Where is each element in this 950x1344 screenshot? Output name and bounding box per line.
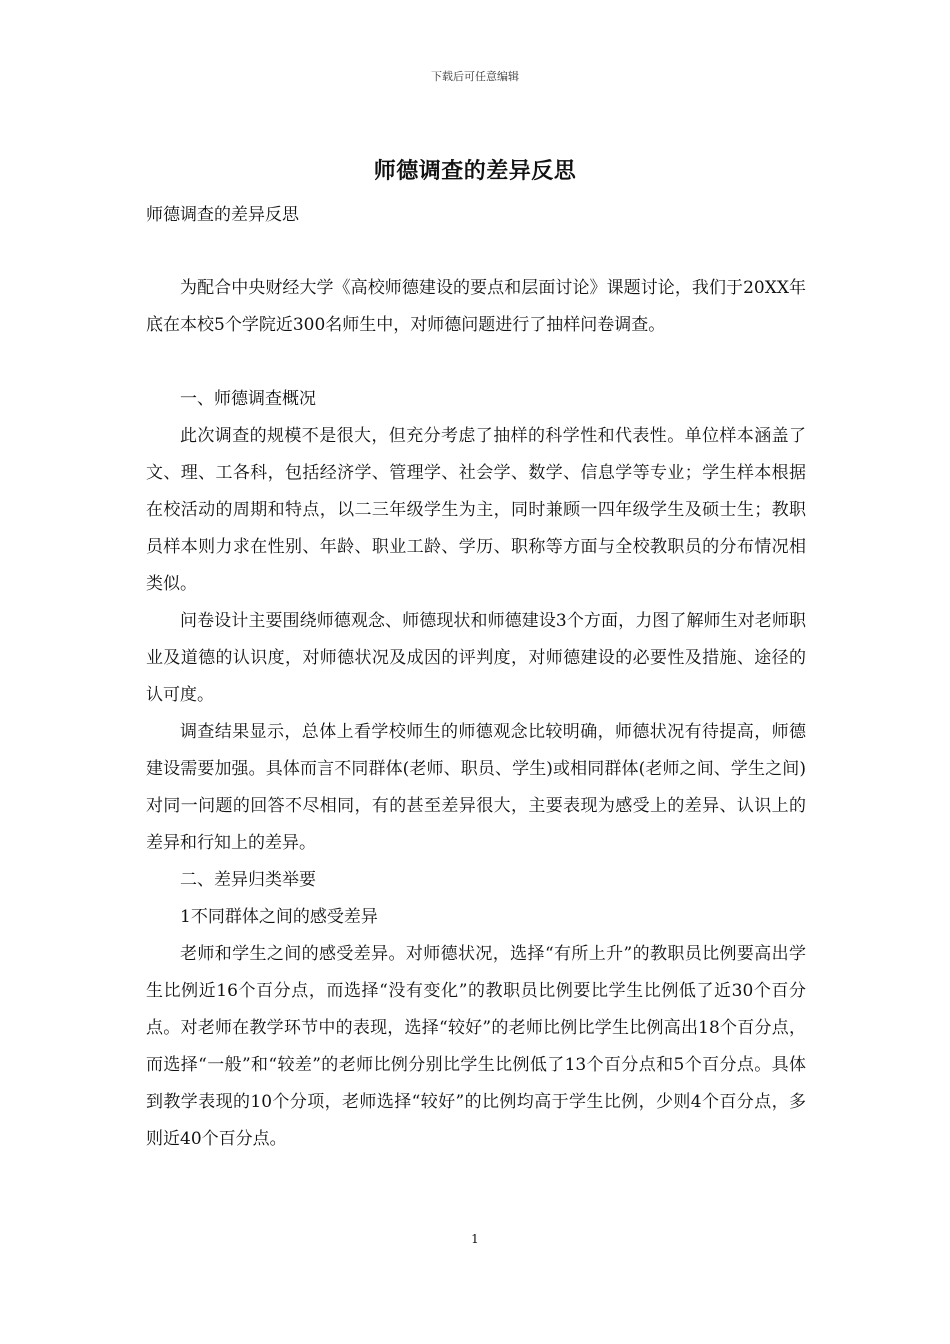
intro-paragraph: 为配合中央财经大学《高校师德建设的要点和层面讨论》课题讨论，我们于20XX年底在本校5个学院近300名师生中，对师德问题进行了抽样问卷调查。 xyxy=(146,278,806,335)
document-body xyxy=(146,270,806,1158)
paragraph-survey-results: 调查结果显示，总体上看学校师生的师德观念比较明确，师德状况有待提高，师德建设需要加强。具体而言不同群体(老师、职员、学生)或相同群体(老师之间、学生之间)对同一问题的回答不尽相同，有的甚至差异很大，主要表现为感受上的差异、认识上的差异和行知上的差异。 xyxy=(146,722,806,853)
section-heading-differences: 二、差异归类举要 xyxy=(180,870,316,890)
page-number: 1 xyxy=(471,1232,479,1246)
document-subtitle: 师德调查的差异反思 xyxy=(146,205,299,225)
document-title: 师德调查的差异反思 xyxy=(373,159,577,184)
subsection-heading-group-differences: 1不同群体之间的感受差异 xyxy=(180,907,378,927)
page-header-note: 下载后可任意编辑 xyxy=(431,70,519,83)
section-heading-overview: 一、师德调查概况 xyxy=(180,389,316,409)
paragraph-survey-scope: 此次调查的规模不是很大，但充分考虑了抽样的科学性和代表性。单位样本涵盖了文、理、工各科，包括经济学、管理学、社会学、数学、信息学等专业；学生样本根据在校活动的周期和特点，以二三年级学生为主，同时兼顾一四年级学生及硕士生；教职员样本则力求在性别、年龄、职业工龄、学历、职称等方面与全校教职员的分布情况相类似。 xyxy=(146,426,806,594)
paragraph-teacher-student-differences: 老师和学生之间的感受差异。对师德状况，选择“有所上升”的教职员比例要高出学生比例近16个百分点，而选择“没有变化”的教职员比例要比学生比例低了近30个百分点。对老师在教学环节中的表现，选择“较好”的老师比例比学生比例高出18个百分点，而选择“一般”和“较差”的老师比例分别比学生比例低了13个百分点和5个百分点。具体到教学表现的10个分项，老师选择“较好”的比例均高于学生比例，少则4个百分点，多则近40个百分点。 xyxy=(146,944,806,1149)
paragraph-questionnaire-design: 问卷设计主要围绕师德观念、师德现状和师德建设3个方面，力图了解师生对老师职业及道德的认识度，对师德状况及成因的评判度，对师德建设的必要性及措施、途径的认可度。 xyxy=(146,611,806,705)
